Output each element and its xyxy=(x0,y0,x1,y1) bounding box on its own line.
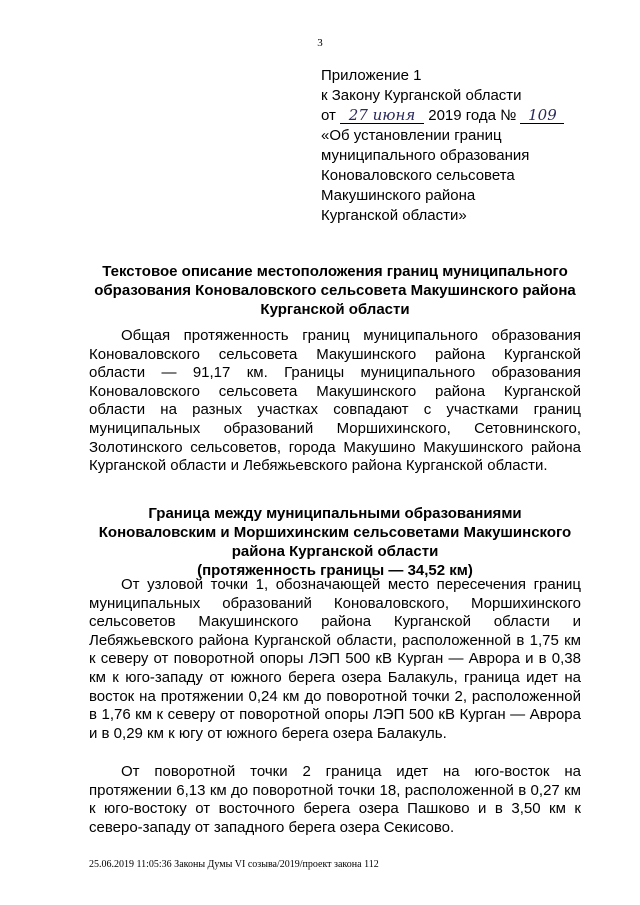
appendix-law-reference: к Закону Курганской области xyxy=(321,87,522,104)
paragraph-total-length: Общая протяженность границ муниципального образования Коноваловского сельсовета Макушинского района Курганской области — 91,17 км. Границы муниципального образования Коноваловского сельсовета Макушинского района Курганской области на разных участках совпадают с участками границ муниципальных образований Моршихинского, Сетовнинского, Золотинского сельсоветов, города Макушино Макушинского района Курганской области и Лебяжьевского района Курганской области. xyxy=(89,327,581,475)
document-title xyxy=(60,262,610,319)
footer-file-path: 25.06.2019 11:05:36 Законы Думы VI созыва/2019/проект закона 112 xyxy=(89,859,379,870)
paragraph-point-1: От узловой точки 1, обозначающей место пересечения границ муниципальных образований Коноваловского, Моршихинского сельсоветов Макушинского района Курганской области и Лебяжьевского района Курганской области, расположенной в 1,75 км к северу от поворотной опоры ЛЭП 500 кВ Курган — Аврора и в 0,38 км к юго-западу от южного берега озера Балакуль, граница идет на восток на протяжении 0,24 км до поворотной точки 2, расположенной в 1,76 км к северу от поворотной опоры ЛЭП 500 кВ Курган — Аврора и в 0,29 км к югу от южного берега озера Балакуль. xyxy=(89,576,581,742)
appendix-title-line: «Об установлении границ xyxy=(321,127,502,144)
handwritten-law-number: 109 xyxy=(520,107,564,124)
from-prefix: от xyxy=(321,107,336,124)
section-title-line: (протяженность границы — 34,52 км) xyxy=(197,562,473,579)
appendix-title-line: Курганской области» xyxy=(321,207,467,224)
document-title-line: образования Коноваловского сельсовета Макушинского района xyxy=(94,282,576,299)
page-number: 3 xyxy=(317,37,323,49)
section-title-line: района Курганской области xyxy=(231,543,439,560)
appendix-title-line: Коноваловского сельсовета xyxy=(321,167,515,184)
section-title-line: Коноваловским и Моршихинским сельсоветами Макушинского xyxy=(98,524,572,541)
appendix-date-line xyxy=(321,106,621,126)
appendix-title-line: муниципального образования xyxy=(321,147,530,164)
appendix-header xyxy=(321,66,621,226)
section-title-line: Граница между муниципальными образованиями xyxy=(148,505,522,522)
appendix-label: Приложение 1 xyxy=(321,67,422,84)
appendix-title-line: Макушинского района xyxy=(321,187,476,204)
document-title-line: Текстовое описание местоположения границ муниципального xyxy=(102,263,568,280)
year-text: 2019 года № xyxy=(428,107,517,124)
handwritten-date: 27 июня xyxy=(340,107,424,124)
section-title xyxy=(60,504,610,580)
paragraph-point-2: От поворотной точки 2 граница идет на юго-восток на протяжении 6,13 км до поворотной точки 18, расположенной в 0,27 км к юго-востоку от восточного берега озера Пашково и в 3,50 км к северо-западу от западного берега озера Секисово. xyxy=(89,763,581,836)
document-title-line: Курганской области xyxy=(260,301,410,318)
